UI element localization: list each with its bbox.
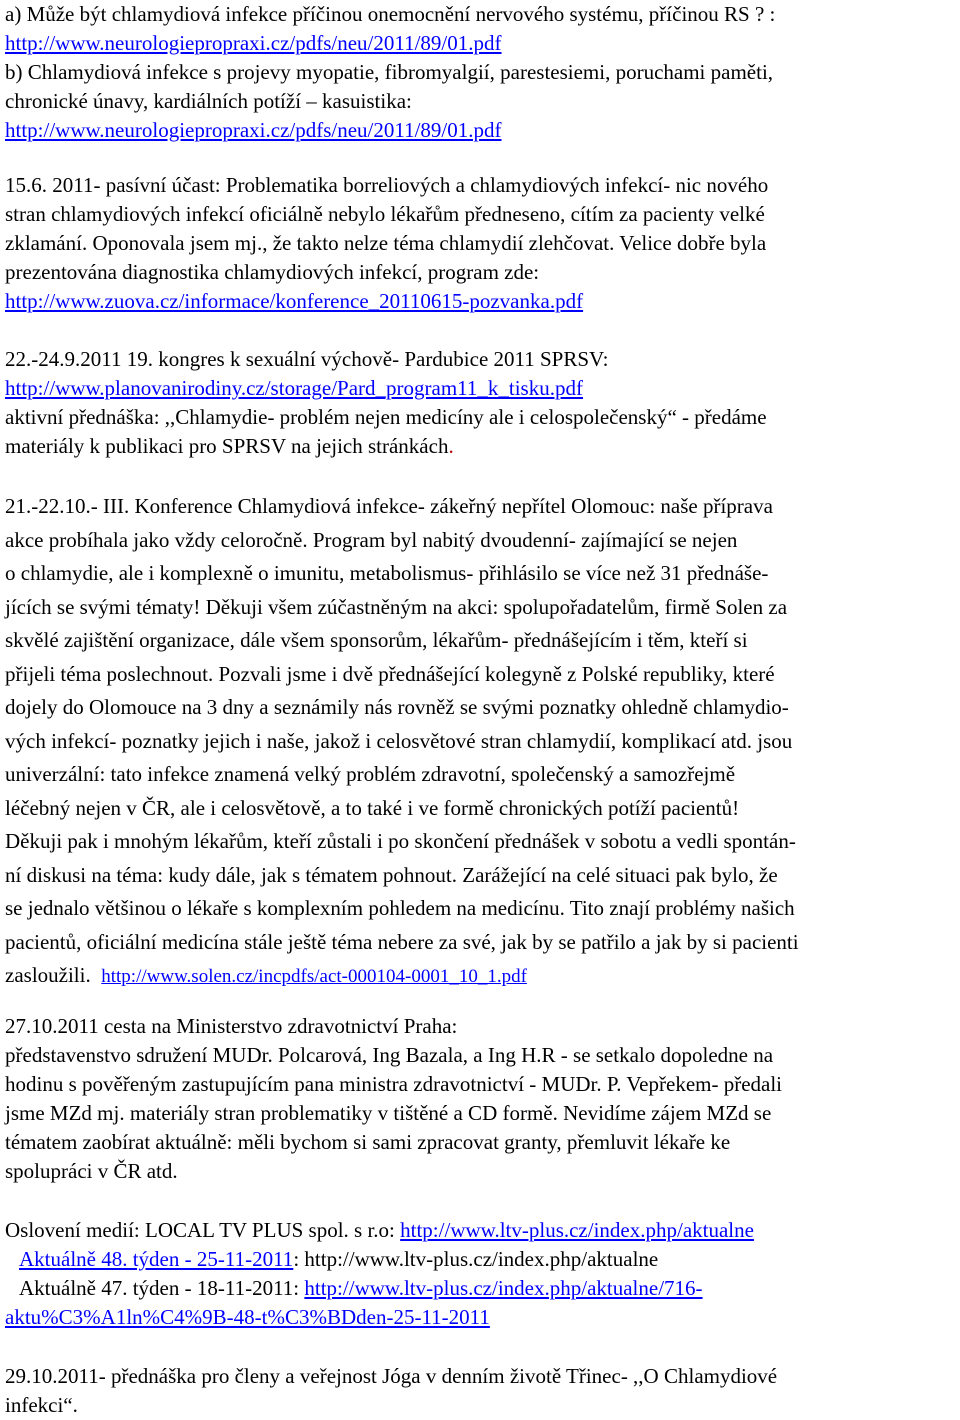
b2-line4: prezentována diagnostika chlamydiových infekcí, program zde:	[5, 260, 540, 284]
b4-solen-link[interactable]: http://www.solen.cz/incpdfs/act-000104-0001_10_1.pdf	[101, 966, 527, 987]
block-media	[5, 1216, 960, 1332]
b3-line3: aktivní přednáška: ,,Chlamydie- problém nejen medicíny ale i celospolečenský“ - předáme	[5, 405, 767, 429]
b5-line: představenstvo sdružení MUDr. Polcarová, Ing Bazala, a Ing H.R - se setkalo dopoledne na	[5, 1043, 774, 1067]
block-neurology-links	[5, 0, 960, 145]
b4-line: pacientů, oficiální medicína stále ještě téma nebere za své, jak by se patřilo a jak by si pacienti	[5, 929, 799, 954]
b4-line: vých infekcí- poznatky jejich i naše, jakož i celosvětové stran chlamydií, komplikací atd. jsou	[5, 728, 793, 753]
b6-line1-text: Oslovení medií: LOCAL TV PLUS spol. s r.o:	[5, 1218, 401, 1242]
block-22-24-9-2011	[5, 345, 960, 461]
item-a-text: a) Může být chlamydiová infekce příčinou onemocnění nervového systému, příčinou RS ? :	[5, 2, 776, 26]
b3-link[interactable]: http://www.planovanirodiny.cz/storage/Pard_program11_k_tisku.pdf	[5, 376, 583, 400]
b6-line2-link[interactable]: Aktuálně 48. týden - 25-11-2011	[19, 1247, 294, 1271]
item-b-line1: b) Chlamydiová infekce s projevy myopatie, fibromyalgií, parestesiemi, poruchami paměti,	[5, 60, 774, 84]
b4-line: 21.-22.10.- III. Konference Chlamydiová infekce- zákeřný nepřítel Olomouc: naše příprava	[5, 494, 773, 518]
b2-link[interactable]: http://www.zuova.cz/informace/konference_20110615-pozvanka.pdf	[5, 289, 584, 313]
b3-line4: materiály k publikaci pro SPRSV na jejich stránkách	[5, 434, 449, 458]
b6-line1-link[interactable]: http://www.ltv-plus.cz/index.php/aktualne	[400, 1218, 754, 1242]
item-a-link[interactable]: http://www.neurologiepropraxi.cz/pdfs/neu/2011/89/01.pdf	[5, 31, 502, 55]
b4-line: univerzální: tato infekce znamená velký problém zdravotní, společenský a samozřejmě	[5, 762, 736, 786]
b7-line2: infekci“.	[5, 1393, 78, 1417]
block-15-6-2011	[5, 171, 960, 316]
block-konference-olomouc	[5, 490, 960, 993]
b3-line4-end: .	[448, 434, 454, 458]
b5-line: 27.10.2011 cesta na Ministerstvo zdravotnictví Praha:	[5, 1014, 458, 1038]
b4-line: Děkuji pak i mnohým lékařům, kteří zůstali i po skončení přednášek v sobotu a vedli spontán-	[5, 829, 796, 853]
b4-line: léčebný nejen v ČR, ale i celosvětově, a to také i ve formě chronických potíží pacientů!	[5, 795, 740, 820]
b4-line: ní diskusi na téma: kudy dále, jak s tématem pohnout. Zarážející na celé situaci pak bylo, že	[5, 862, 778, 887]
block-joga-trinec	[5, 1362, 960, 1420]
b6-line2-text: : http://www.ltv-plus.cz/index.php/aktualne	[293, 1247, 659, 1271]
b3-line1: 22.-24.9.2011 19. kongres k sexuální výchově- Pardubice 2011 SPRSV:	[5, 347, 609, 371]
b5-line: hodinu s pověřeným zastupujícím pana ministra zdravotnictví - MUDr. P. Vepřekem- předali	[5, 1072, 783, 1096]
b5-line: jsme MZd mj. materiály stran problematiky v tištěné a CD formě. Nevidíme zájem MZd se	[5, 1101, 772, 1125]
b4-line: se jednalo většinou o lékaře s komplexním pohledem na medicínu. Tito znají problémy našich	[5, 896, 795, 920]
b2-line2: stran chlamydiových infekcí oficiálně nebylo lékařům předneseno, cítím za pacienty velké	[5, 202, 765, 226]
b4-line: jících se svými tématy! Děkuji všem zúčastněným na akci: spolupořadatelům, firmě Solen za	[5, 594, 788, 619]
b4-line: akce probíhala jako vždy celoročně. Program byl nabitý dvoudenní- zajímající se nejen	[5, 527, 738, 552]
b6-line4-link[interactable]: aktu%C3%A1ln%C4%9B-48-t%C3%BDden-25-11-2011	[5, 1305, 490, 1329]
b4-line: skvělé zajištění organizace, dále všem sponsorům, lékařům- přednášejícím i těm, kteří si	[5, 628, 748, 652]
b2-line1: 15.6. 2011- pasívní účast: Problematika borreliových a chlamydiových infekcí- nic nového	[5, 173, 769, 197]
b5-line: spolupráci v ČR atd.	[5, 1159, 178, 1183]
b6-line3-text: Aktuálně 47. týden - 18-11-2011:	[19, 1276, 305, 1300]
b7-line1: 29.10.2011- přednáška pro členy a veřejnost Jóga v denním životě Třinec- ,,O Chlamydiové	[5, 1364, 778, 1388]
b4-line: dojely do Olomouce na 3 dny a seznámily nás rovněž se svými poznatky ohledně chlamydio-	[5, 695, 789, 719]
item-b-link[interactable]: http://www.neurologiepropraxi.cz/pdfs/neu/2011/89/01.pdf	[5, 118, 502, 142]
b4-line: přijeli téma poslechnout. Pozvali jsme i dvě přednášející kolegyně z Polské republiky, které	[5, 661, 775, 686]
b6-line3-link[interactable]: http://www.ltv-plus.cz/index.php/aktualne/716-	[304, 1276, 703, 1300]
item-b-line2: chronické únavy, kardiálních potíží – kasuistika:	[5, 89, 412, 113]
b4-line: o chlamydie, ale i komplexně o imunitu, metabolismus- přihlásilo se více než 31 přednáše-	[5, 561, 769, 585]
block-ministerstvo	[5, 1012, 960, 1186]
b4-last-text: zasloužili.	[5, 963, 91, 987]
b5-line: tématem zaobírat aktuálně: měli bychom si sami zpracovat granty, přemluvit lékaře ke	[5, 1130, 731, 1154]
b2-line3: zklamání. Oponovala jsem mj., že takto nelze téma chlamydií zlehčovat. Velice dobře byla	[5, 231, 767, 255]
